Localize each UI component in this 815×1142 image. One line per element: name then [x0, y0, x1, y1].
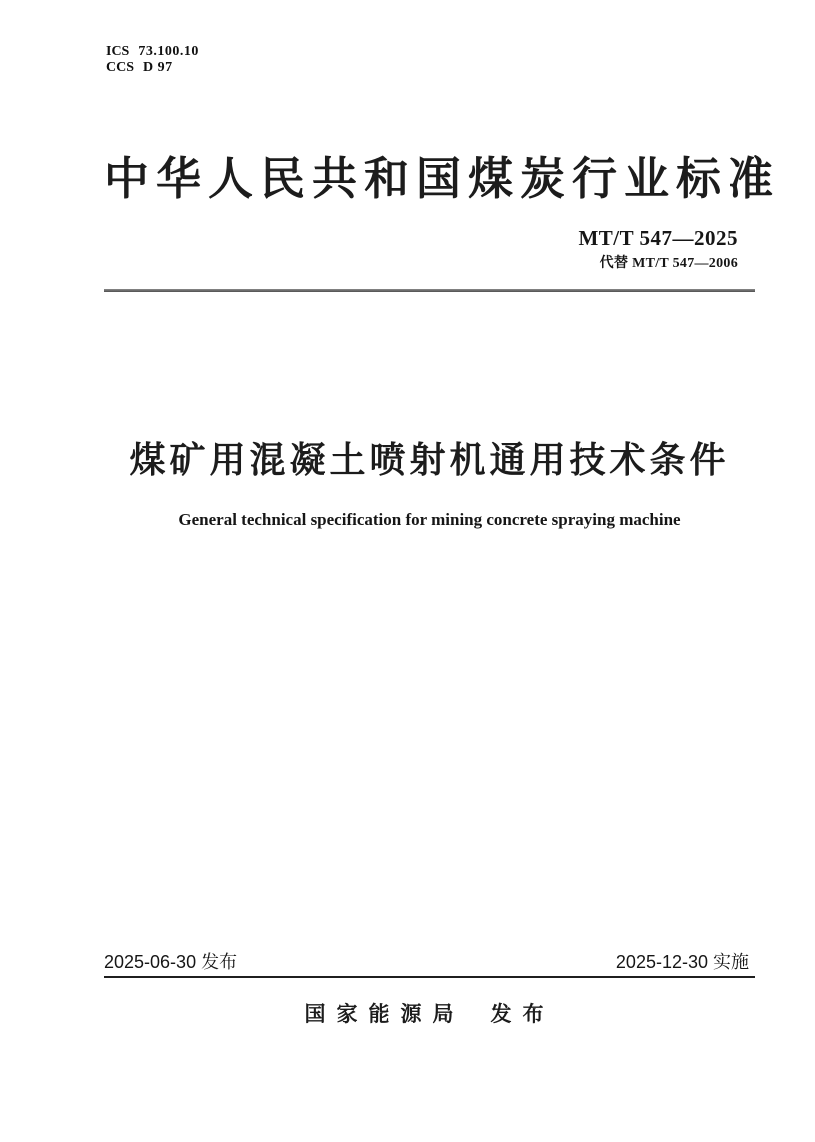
replaces-note: 代替 MT/T 547—2006 — [599, 256, 738, 271]
implement-date: 2025-12-30 — [615, 952, 708, 972]
standard-number-block — [578, 226, 738, 272]
header-divider-line — [104, 289, 755, 292]
implement-date-label: 实施 — [713, 952, 749, 972]
implement-date-line — [616, 951, 755, 973]
standard-number: MT/T 547—2025 — [578, 226, 738, 250]
footer-divider-line — [104, 976, 755, 978]
publisher-action: 发布 — [490, 1003, 555, 1026]
classification-codes — [106, 44, 199, 76]
document-title-english: General technical specification for mining concrete spraying machine — [178, 510, 681, 529]
issue-date-label: 发布 — [201, 952, 238, 972]
publisher-line — [104, 998, 755, 1028]
ccs-code: D 97 — [143, 60, 173, 75]
ccs-label: CCS — [106, 60, 135, 75]
document-title-chinese: 煤矿用混凝土喷射机通用技术条件 — [129, 439, 730, 480]
national-standard-heading: 中华人民共和国煤炭行业标准 — [104, 153, 781, 204]
ics-label: ICS — [106, 44, 130, 59]
issue-date-line — [104, 951, 237, 973]
ics-code-line — [106, 44, 199, 60]
publisher-name: 国家能源局 — [304, 1003, 465, 1026]
issue-date: 2025-06-30 — [104, 952, 197, 972]
ics-code: 73.100.10 — [138, 44, 199, 59]
footer-dates-row — [104, 951, 755, 973]
ccs-code-line — [106, 60, 199, 76]
